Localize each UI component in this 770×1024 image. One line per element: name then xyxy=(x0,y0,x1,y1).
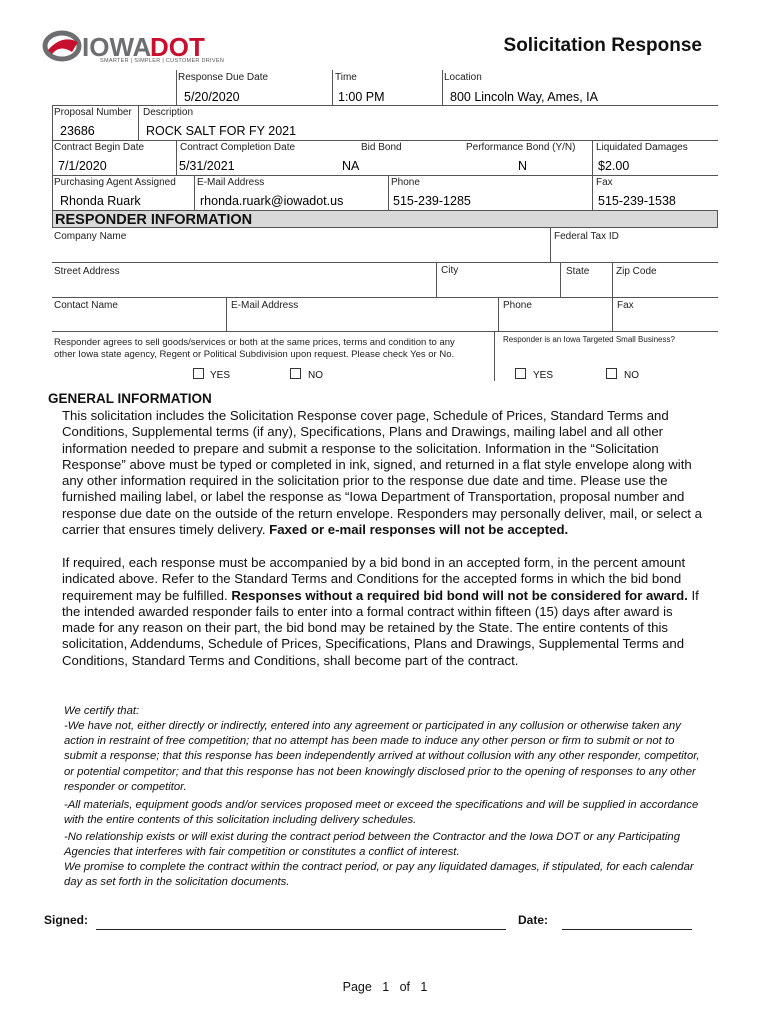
logo-swoosh-icon xyxy=(42,30,217,70)
city-field[interactable] xyxy=(440,280,558,296)
agent-fax-value: 515-239-1538 xyxy=(598,194,676,208)
agree-yes-checkbox[interactable] xyxy=(193,368,204,379)
general-p2-bold: Responses without a required bid bond will not be considered for award. xyxy=(231,587,688,603)
certify-materials: -All materials, equipment goods and/or services proposed meet or exceed the specifications and will be supplied in accordance with the entire contents of this solicitation including delivery schedules. xyxy=(64,799,699,827)
responder-email-label: E-Mail Address xyxy=(231,300,299,311)
responder-fax-label: Fax xyxy=(617,300,634,311)
general-p2-text-a: If required, each response must be accompanied by a bid bond in an accepted form, in the percent amount indicated above. Refer to the Standard Terms and Conditions for the accepted forms in which the bid bond requirement may be fulfilled. xyxy=(62,555,686,603)
responder-fax-field[interactable] xyxy=(616,313,716,329)
agent-email-value: rhonda.ruark@iowadot.us xyxy=(200,194,344,208)
location-label: Location xyxy=(444,72,482,83)
description-value: ROCK SALT FOR FY 2021 xyxy=(146,124,297,138)
performance-bond-label: Performance Bond (Y/N) xyxy=(466,142,576,153)
general-p2-text-b: If the intended awarded responder fails to enter into a formal contract within fifteen (15) days after award is made for any reason on their part, the bid bond may be retained by the State. The entire contents of this solicitation, Addendums, Schedule of Prices, Specifications, Plans and Drawings, Supplemental Terms and Conditions, Standard Terms and Conditions, shall become part of the contract. xyxy=(62,587,699,668)
certify-relationship: -No relationship exists or will exist during the contract period between the Contractor and the Iowa DOT or any Participating Agencies that interferes with fair competition or constitutes a conflict of interest. xyxy=(64,831,680,859)
signed-label: Signed: xyxy=(44,913,88,927)
zip-code-label: Zip Code xyxy=(616,266,657,277)
contact-name-field[interactable] xyxy=(54,313,224,329)
contract-begin-label: Contract Begin Date xyxy=(54,142,145,153)
tsb-no-checkbox[interactable] xyxy=(606,368,617,379)
logo-tagline: SMARTER | SIMPLER | CUSTOMER DRIVEN xyxy=(100,58,225,64)
agent-fax-label: Fax xyxy=(596,177,613,188)
contract-begin-value: 7/1/2020 xyxy=(58,159,107,173)
page-title: Solicitation Response xyxy=(503,35,702,56)
general-info-paragraph-1 xyxy=(62,408,702,538)
signature-line[interactable] xyxy=(96,929,506,930)
proposal-number-label: Proposal Number xyxy=(54,107,132,118)
date-label: Date: xyxy=(518,913,549,927)
liquidated-damages-label: Liquidated Damages xyxy=(596,142,688,153)
street-address-label: Street Address xyxy=(54,266,120,277)
due-date-value: 5/20/2020 xyxy=(184,90,240,104)
responder-phone-label: Phone xyxy=(503,300,532,311)
due-date-label: Response Due Date xyxy=(178,72,269,83)
state-label: State xyxy=(566,266,590,277)
agree-text-line1: Responder agrees to sell goods/services or both at the same prices, terms and condition to any xyxy=(54,337,455,348)
tsb-no-label: NO xyxy=(624,370,639,380)
contract-completion-value: 5/31/2021 xyxy=(179,159,235,173)
responder-info-heading: RESPONDER INFORMATION xyxy=(52,210,718,228)
time-value: 1:00 PM xyxy=(338,90,385,104)
city-label: City xyxy=(441,265,459,276)
time-label: Time xyxy=(335,72,357,83)
responder-email-field[interactable] xyxy=(230,313,496,329)
company-name-field[interactable] xyxy=(54,244,548,260)
certify-collusion: -We have not, either directly or indirectly, entered into any agreement or participated in any collusion or otherwise taken any action in restraint of free competition; that no attempt has been made to induce any other person or firm to submit or not to submit a response; that this response has been independently arrived at without collusion with any other responder, competitor, or potential competitor; and that this response has not been knowingly disclosed prior to the opening of responses to any other responder or competitor. xyxy=(64,720,700,793)
certify-promise: We promise to complete the contract within the contract period, or pay any liquidated damages, if stipulated, for each calendar day as set forth in the solicitation documents. xyxy=(64,861,694,889)
federal-tax-id-label: Federal Tax ID xyxy=(554,231,619,242)
location-value: 800 Lincoln Way, Ames, IA xyxy=(450,90,598,104)
agent-phone-value: 515-239-1285 xyxy=(393,194,471,208)
agent-phone-label: Phone xyxy=(391,177,420,188)
company-name-label: Company Name xyxy=(54,231,127,242)
proposal-number-value: 23686 xyxy=(60,124,95,138)
performance-bond-value: N xyxy=(518,159,528,173)
tsb-yes-label: YES xyxy=(533,370,554,380)
contact-name-label: Contact Name xyxy=(54,300,118,311)
general-p1-text: This solicitation includes the Solicitation Response cover page, Schedule of Prices, Standard Terms and Conditions, Supplemental terms (if any), Specifications, Plans and Drawings, mailing label and all other information needed to prepare and submit a response to the solicitation. Information in the “Solicitation Response” above must be typed or completed in ink, signed, and returned in a flat style envelope along with any other information required in the solicitation prior to the response due date and time. Please use the furnished mailing label, or label the response as “Iowa Department of Transportation, proposal number and response due date on the outside of the return envelope. Responders may personally deliver, mail, or select a carrier that ensures timely delivery. xyxy=(62,408,702,538)
contract-completion-label: Contract Completion Date xyxy=(180,142,296,153)
bid-bond-value: NA xyxy=(342,159,360,173)
zip-code-field[interactable] xyxy=(616,280,716,296)
street-address-field[interactable] xyxy=(54,280,434,296)
iowa-dot-logo xyxy=(42,30,225,70)
purchasing-agent-label: Purchasing Agent Assigned xyxy=(54,177,176,188)
bid-bond-label: Bid Bond xyxy=(361,142,402,153)
tsb-yes-checkbox[interactable] xyxy=(515,368,526,379)
agree-no-checkbox[interactable] xyxy=(290,368,301,379)
description-label: Description xyxy=(143,107,194,118)
state-field[interactable] xyxy=(564,280,610,296)
date-line[interactable] xyxy=(562,929,692,930)
page-number: Page 1 of 1 xyxy=(342,980,428,994)
svg-text:IOWA: IOWA xyxy=(82,32,152,62)
agree-no-label: NO xyxy=(308,370,323,380)
general-info-paragraph-2 xyxy=(62,555,702,669)
general-p1-bold: Faxed or e-mail responses will not be accepted. xyxy=(269,522,569,538)
general-info-heading: GENERAL INFORMATION xyxy=(48,391,212,406)
agree-text-line2: other Iowa state agency, Regent or Political Subdivision upon request. Please check Yes or No. xyxy=(54,349,455,360)
liquidated-damages-value: $2.00 xyxy=(598,159,630,173)
federal-tax-id-field[interactable] xyxy=(554,244,716,260)
agent-name-value: Rhonda Ruark xyxy=(60,194,141,208)
svg-text:DOT: DOT xyxy=(150,32,205,62)
targeted-small-business-text: Responder is an Iowa Targeted Small Business? xyxy=(503,335,675,344)
certify-heading: We certify that: xyxy=(64,705,140,717)
responder-phone-field[interactable] xyxy=(502,313,610,329)
agree-yes-label: YES xyxy=(210,370,231,380)
agent-email-label: E-Mail Address xyxy=(197,177,265,188)
